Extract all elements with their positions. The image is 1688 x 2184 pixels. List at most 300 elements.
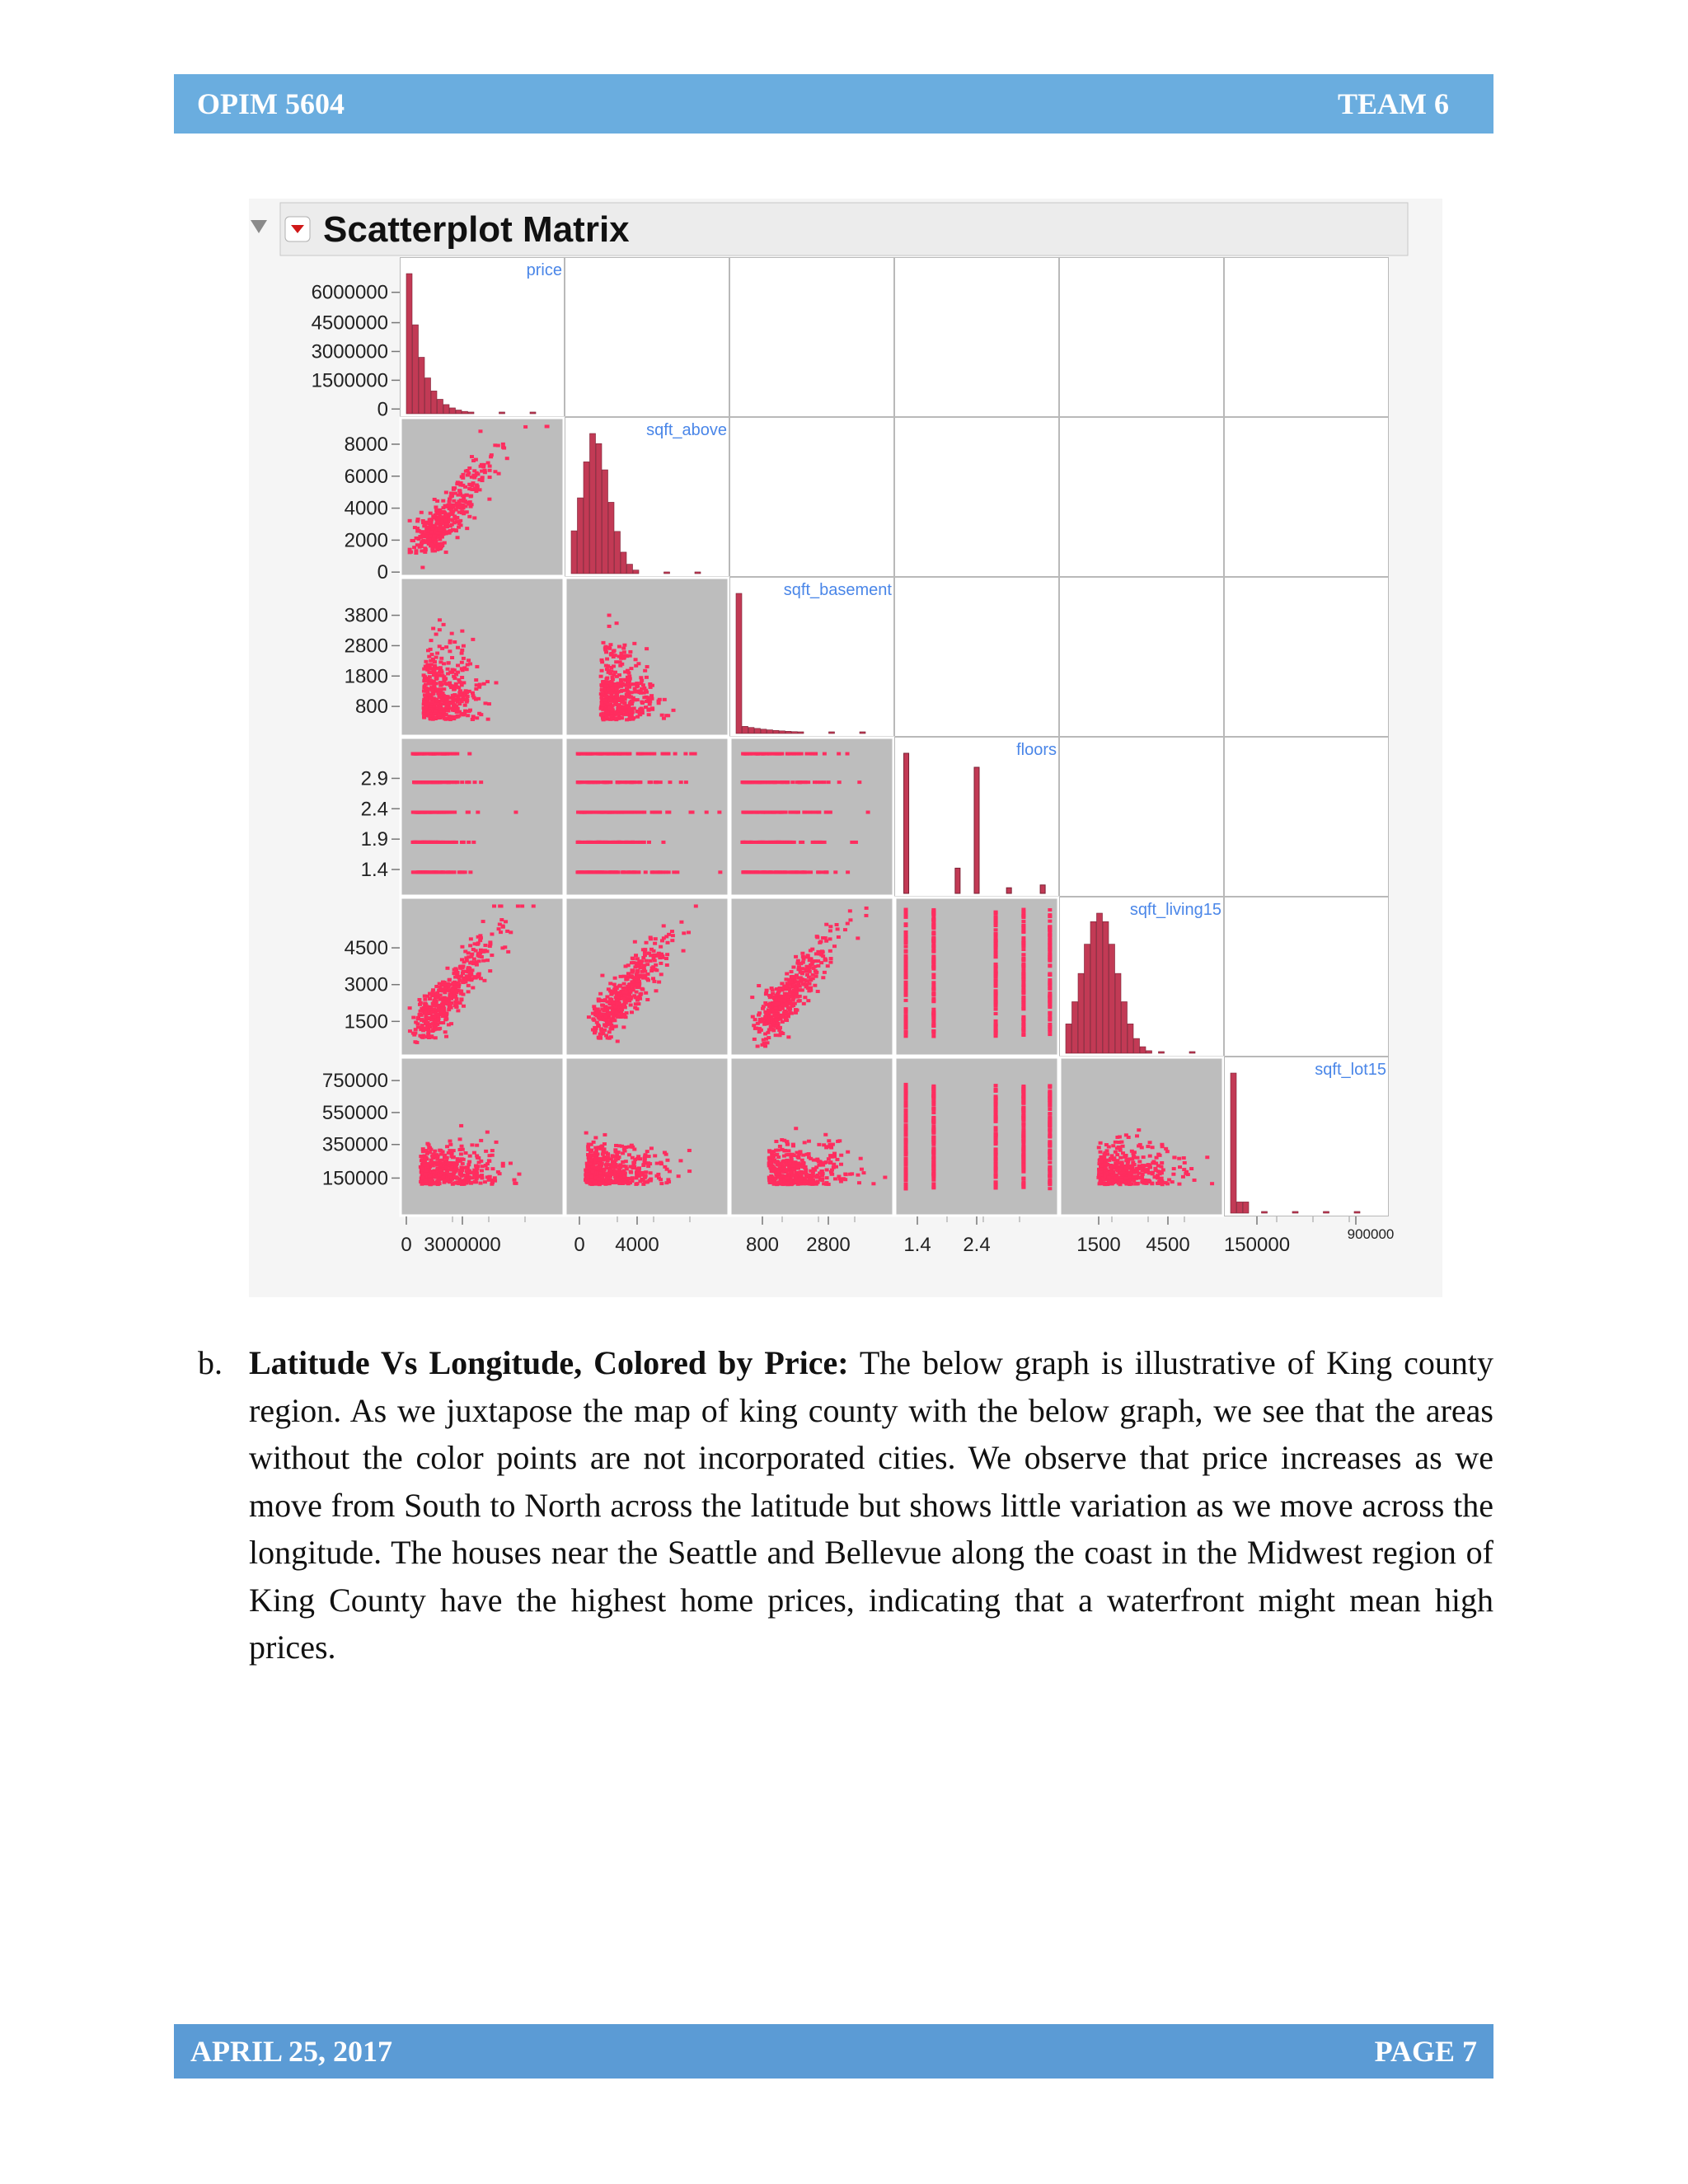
- scatter-point: [429, 648, 433, 651]
- scatter-point: [660, 939, 664, 942]
- scatter-point: [645, 647, 649, 650]
- scatter-point: [417, 870, 421, 874]
- scatter-point: [458, 689, 462, 692]
- scatter-point: [501, 926, 505, 929]
- scatter-point: [471, 638, 475, 641]
- scatter-point: [804, 985, 809, 988]
- scatter-point: [488, 969, 492, 972]
- scatter-point: [441, 532, 445, 536]
- scatter-point: [438, 752, 442, 756]
- scatter-point: [620, 811, 624, 814]
- scatter-point: [501, 1165, 505, 1168]
- scatter-point: [603, 780, 607, 784]
- scatter-point: [622, 644, 626, 647]
- scatter-point: [442, 687, 446, 691]
- scatter-panel: [730, 1057, 893, 1216]
- scatter-point: [796, 1000, 800, 1003]
- scatter-point: [810, 960, 814, 963]
- scatter-point: [622, 982, 626, 986]
- scatter-point: [654, 937, 658, 940]
- scatter-point: [821, 976, 825, 979]
- scatter-point: [605, 658, 609, 661]
- scatter-point: [460, 649, 464, 652]
- scatter-point: [453, 528, 457, 532]
- scatter-point: [456, 1160, 460, 1163]
- scatter-point: [449, 1006, 453, 1010]
- histogram-bar: [829, 732, 835, 733]
- scatter-point: [599, 707, 603, 710]
- scatter-point: [616, 1015, 620, 1019]
- scatter-point: [458, 1148, 462, 1151]
- histogram-bar: [1146, 1051, 1152, 1053]
- scatter-point: [837, 780, 842, 784]
- scatter-point: [430, 870, 434, 874]
- scatter-point: [1021, 958, 1025, 961]
- scatter-point: [472, 469, 476, 472]
- scatter-point: [467, 970, 471, 973]
- scatter-point: [452, 752, 456, 756]
- scatter-point: [813, 984, 817, 987]
- scatter-point: [784, 811, 788, 814]
- scatter-point: [420, 1183, 424, 1186]
- scatter-point: [444, 1035, 448, 1038]
- scatter-point: [599, 1012, 603, 1015]
- scatter-point: [451, 694, 455, 697]
- scatter-point: [496, 444, 500, 448]
- scatter-point: [446, 668, 450, 671]
- scatter-point: [465, 698, 469, 701]
- scatter-point: [598, 1033, 603, 1036]
- scatter-point: [460, 683, 464, 687]
- scatter-point: [437, 1179, 441, 1182]
- scatter-point: [457, 489, 462, 492]
- scatter-point: [479, 977, 483, 980]
- scatter-point: [424, 1173, 428, 1176]
- scatter-point: [931, 987, 935, 991]
- scatter-point: [470, 476, 474, 479]
- histogram-bar: [1097, 913, 1103, 1053]
- scatter-point: [477, 712, 481, 715]
- scatter-point: [792, 841, 796, 844]
- scatter-point: [805, 752, 809, 756]
- scatter-point: [643, 669, 647, 673]
- scatter-point: [626, 780, 630, 784]
- scatter-point: [994, 1019, 998, 1023]
- scatter-point: [421, 1147, 425, 1151]
- scatter-point: [645, 691, 649, 694]
- scatter-point: [649, 752, 654, 756]
- scatter-point: [794, 955, 798, 958]
- scatter-point: [779, 841, 783, 844]
- scatter-point: [763, 1015, 767, 1019]
- scatter-point: [743, 811, 748, 814]
- scatter-point: [480, 1169, 484, 1172]
- scatter-point: [484, 1150, 488, 1153]
- scatter-point: [457, 522, 462, 525]
- scatter-point: [904, 950, 908, 954]
- scatter-point: [601, 1153, 605, 1156]
- histogram-bar: [1078, 973, 1084, 1053]
- scatter-point: [931, 940, 935, 943]
- scatter-point: [504, 920, 508, 923]
- scatter-point: [476, 811, 480, 814]
- scatter-point: [767, 1028, 771, 1031]
- scatter-point: [763, 1001, 767, 1005]
- scatter-point: [652, 980, 656, 983]
- histogram-bar: [1122, 1001, 1128, 1053]
- scatter-point: [454, 1002, 458, 1005]
- scatter-point: [607, 625, 612, 628]
- scatter-point: [762, 870, 767, 874]
- scatter-point: [481, 959, 485, 963]
- scatter-point: [467, 710, 471, 713]
- scatter-point: [593, 1136, 598, 1139]
- scatter-point: [408, 548, 412, 551]
- scatter-point: [797, 981, 801, 984]
- scatter-point: [631, 971, 635, 974]
- scatter-point: [824, 870, 828, 874]
- scatter-point: [1021, 975, 1025, 978]
- empty-panel: [895, 258, 1059, 417]
- scatter-point: [603, 870, 607, 874]
- scatter-point: [578, 780, 582, 784]
- scatter-point: [827, 780, 831, 784]
- histogram-bar: [955, 868, 960, 893]
- scatter-point: [497, 472, 501, 476]
- scatter-point: [628, 996, 632, 999]
- scatter-panel: [401, 1057, 564, 1216]
- scatter-point: [434, 677, 438, 680]
- scatter-point: [614, 711, 618, 715]
- scatter-point: [454, 1164, 458, 1167]
- scatter-point: [463, 485, 467, 489]
- scatter-point: [931, 954, 935, 958]
- scatter-point: [640, 959, 644, 963]
- scatter-point: [663, 1165, 667, 1169]
- scatter-point: [431, 988, 435, 991]
- scatter-point: [461, 494, 465, 497]
- scatter-point: [755, 870, 759, 874]
- scatter-point: [470, 1143, 474, 1146]
- scatter-point: [411, 870, 415, 874]
- scatter-point: [904, 992, 908, 996]
- scatter-point: [449, 1168, 453, 1171]
- scatter-point: [471, 484, 475, 487]
- scatter-point: [467, 1160, 471, 1164]
- scatter-point: [837, 935, 841, 939]
- scatter-point: [582, 752, 586, 756]
- scatter-point: [659, 1182, 663, 1185]
- scatter-point: [621, 705, 626, 708]
- scatter-point: [438, 670, 442, 673]
- histogram-bar: [755, 729, 761, 733]
- scatter-point: [485, 680, 490, 683]
- histogram-bar: [627, 565, 633, 574]
- scatter-point: [632, 870, 636, 874]
- scatter-point: [677, 1174, 681, 1178]
- scatter-point: [813, 965, 817, 968]
- scatter-point: [1021, 1001, 1025, 1005]
- scatter-point: [626, 963, 631, 967]
- scatter-point: [843, 928, 847, 931]
- scatter-point: [750, 996, 754, 999]
- scatter-point: [628, 710, 632, 714]
- scatter-point: [653, 954, 657, 957]
- scatter-point: [429, 512, 433, 515]
- scatter-point: [634, 1183, 638, 1186]
- scatter-point: [649, 959, 653, 963]
- scatter-point: [480, 477, 484, 480]
- scatter-point: [499, 930, 503, 934]
- scatter-point: [428, 671, 432, 674]
- histogram-bar: [1237, 1202, 1243, 1213]
- scatter-point: [582, 780, 586, 784]
- page-header: [174, 74, 1493, 134]
- scatter-point: [687, 1169, 692, 1173]
- scatter-point: [1021, 970, 1025, 973]
- scatter-point: [818, 941, 822, 944]
- scatter-point: [665, 963, 669, 967]
- variable-label-sqft_lot15: sqft_lot15: [1315, 1061, 1386, 1079]
- scatter-point: [636, 1002, 640, 1005]
- scatter-point: [651, 977, 655, 980]
- scatter-point: [429, 682, 433, 685]
- scatter-point: [459, 997, 463, 1001]
- histogram-bar: [578, 498, 584, 574]
- scatter-point: [419, 1001, 423, 1005]
- scatter-point: [438, 1164, 442, 1167]
- scatter-point: [597, 1017, 601, 1020]
- scatter-point: [854, 841, 858, 844]
- scatter-point: [516, 904, 520, 907]
- histogram-bar: [633, 570, 639, 574]
- scatter-point: [814, 971, 818, 974]
- scatter-point: [603, 645, 607, 649]
- scatter-point: [613, 671, 617, 674]
- scatter-point: [514, 1182, 518, 1185]
- scatter-point: [635, 970, 640, 973]
- scatter-point: [683, 752, 687, 756]
- scatter-point: [635, 811, 640, 814]
- scatter-point: [592, 1005, 596, 1008]
- scatter-point: [609, 1035, 613, 1038]
- scatter-point: [440, 707, 444, 710]
- scatter-point: [460, 509, 464, 513]
- scatter-point: [994, 1012, 998, 1015]
- scatter-point: [619, 975, 623, 978]
- scatter-point: [579, 870, 584, 874]
- histogram-bar: [530, 412, 536, 414]
- scatter-point: [829, 957, 833, 960]
- scatter-point: [659, 1162, 663, 1165]
- scatter-point: [419, 1010, 423, 1013]
- scatter-point: [608, 643, 612, 646]
- scatter-point: [435, 652, 439, 655]
- scatter-point: [425, 1142, 429, 1146]
- scatter-point: [465, 527, 469, 530]
- scatter-point: [476, 952, 481, 955]
- scatter-point: [418, 1034, 422, 1038]
- scatter-point: [1048, 1005, 1052, 1009]
- scatter-point: [416, 1017, 420, 1020]
- scatter-point: [607, 1030, 612, 1033]
- empty-panel: [1060, 258, 1224, 417]
- scatter-point: [590, 841, 594, 844]
- scatter-point: [485, 1167, 489, 1170]
- collapse-triangle-icon: [251, 220, 267, 233]
- scatter-point: [468, 1155, 472, 1158]
- scatter-point: [994, 1004, 998, 1007]
- scatter-point: [645, 676, 649, 679]
- scatter-point: [614, 682, 618, 686]
- scatter-point: [576, 841, 580, 844]
- scatter-point: [591, 752, 595, 756]
- scatter-point: [422, 668, 426, 671]
- scatter-point: [682, 949, 686, 953]
- histogram-bar: [603, 470, 608, 574]
- histogram-bar: [1159, 1052, 1165, 1053]
- scatter-point: [904, 986, 908, 989]
- scatter-point: [640, 679, 644, 682]
- scatter-point: [634, 658, 638, 661]
- scatter-point: [462, 841, 466, 844]
- scatter-point: [457, 1181, 461, 1184]
- scatter-point: [664, 714, 668, 717]
- scatter-point: [452, 521, 457, 524]
- scatter-point: [994, 994, 998, 997]
- scatter-point: [448, 1143, 452, 1146]
- scatter-point: [816, 811, 820, 814]
- histogram-bar: [1354, 1212, 1360, 1213]
- scatter-point: [449, 1022, 453, 1025]
- histogram-bar: [1066, 1024, 1071, 1053]
- scatter-point: [622, 990, 626, 993]
- scatter-point: [422, 710, 426, 713]
- header-team: TEAM 6: [1338, 87, 1449, 120]
- scatter-point: [497, 927, 501, 930]
- scatter-point: [785, 992, 790, 996]
- scatter-point: [798, 780, 802, 784]
- scatter-point: [623, 1149, 627, 1152]
- scatter-point: [483, 944, 487, 947]
- scatter-point: [640, 687, 644, 691]
- scatter-point: [445, 967, 449, 970]
- scatter-point: [467, 487, 471, 490]
- scatter-point: [617, 645, 621, 649]
- scatter-point: [434, 505, 438, 509]
- scatter-point: [617, 673, 621, 677]
- scatter-point: [412, 546, 416, 549]
- scatter-point: [805, 955, 809, 958]
- scatter-point: [592, 780, 596, 784]
- scatter-point: [447, 983, 451, 987]
- scatter-point: [441, 499, 445, 503]
- scatter-point: [512, 1179, 516, 1182]
- scatter-point: [454, 1005, 458, 1009]
- scatter-point: [434, 992, 438, 996]
- scatter-point: [424, 1157, 428, 1160]
- scatter-point: [414, 1028, 418, 1031]
- scatter-point: [629, 811, 633, 814]
- scatter-point: [622, 656, 626, 659]
- scatter-point: [426, 1021, 430, 1024]
- scatter-point: [603, 1024, 607, 1027]
- scatter-point: [772, 780, 776, 784]
- scatter-point: [603, 841, 607, 844]
- scatter-point: [774, 1010, 778, 1013]
- scatter-point: [904, 1011, 908, 1015]
- scatter-point: [423, 998, 427, 1001]
- scatter-point: [785, 1002, 789, 1005]
- scatter-point: [626, 671, 631, 674]
- scatter-point: [434, 811, 438, 814]
- histogram-bar: [608, 502, 614, 574]
- scatter-point: [438, 994, 443, 997]
- scatter-point: [607, 691, 612, 694]
- scatter-point: [422, 690, 426, 693]
- scatter-point: [475, 683, 479, 687]
- scatter-point: [432, 1004, 436, 1007]
- scatter-point: [835, 923, 839, 926]
- scatter-point: [629, 667, 633, 670]
- scatter-point: [625, 687, 629, 690]
- scatter-point: [767, 1008, 771, 1011]
- histogram-bar: [743, 726, 748, 733]
- scatter-point: [481, 1165, 485, 1168]
- scatter-point: [641, 841, 645, 844]
- variable-label-sqft_living15: sqft_living15: [1129, 901, 1221, 919]
- scatter-point: [660, 714, 664, 717]
- scatter-point: [625, 713, 629, 716]
- scatter-point: [479, 1139, 483, 1142]
- scatter-point: [600, 841, 604, 844]
- scatter-point: [480, 463, 484, 466]
- scatter-point: [437, 1008, 441, 1011]
- scatter-point: [434, 633, 438, 636]
- scatter-point: [469, 494, 473, 498]
- scatter-point: [431, 658, 435, 661]
- scatter-point: [502, 447, 506, 450]
- scatter-point: [1021, 953, 1025, 956]
- scatter-point: [816, 870, 820, 874]
- scatter-point: [654, 963, 658, 967]
- scatter-point: [687, 930, 691, 934]
- scatter-point: [593, 1013, 598, 1016]
- scatter-point: [794, 987, 798, 990]
- scatter-point: [904, 916, 908, 919]
- scatter-point: [448, 718, 452, 721]
- scatter-point: [458, 1137, 462, 1141]
- scatter-point: [617, 717, 621, 720]
- scatter-point: [422, 541, 426, 544]
- scatter-point: [445, 702, 449, 705]
- scatter-point: [461, 993, 465, 996]
- scatter-point: [811, 841, 815, 844]
- scatter-point: [413, 780, 417, 784]
- scatter-point: [630, 1010, 634, 1014]
- scatter-point: [474, 458, 478, 462]
- scatter-point: [439, 657, 443, 660]
- scatter-point: [429, 701, 434, 704]
- scatter-point: [417, 780, 421, 784]
- scatter-point: [619, 682, 623, 685]
- scatter-point: [628, 650, 632, 654]
- empty-panel: [895, 578, 1059, 737]
- scatter-point: [741, 841, 745, 844]
- scatter-point: [904, 945, 908, 949]
- scatter-point: [436, 532, 440, 535]
- scatter-point: [753, 1018, 757, 1021]
